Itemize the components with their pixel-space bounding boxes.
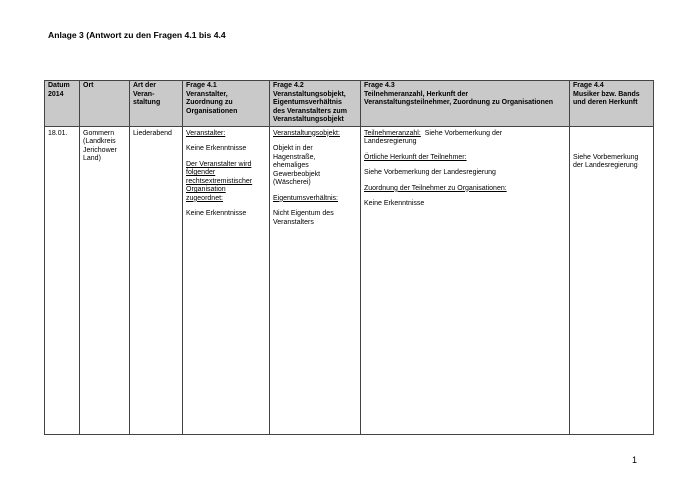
header-frage-4-2: Frage 4.2 Veranstaltungsobjekt, Eigentumsverhältnis des Veranstalters zum Veranstaltungsobjekt (270, 81, 361, 127)
page-number: 1 (632, 455, 638, 465)
cell-ort: Gommern (Landkreis Jerichower Land) (80, 126, 130, 434)
answer-table (44, 80, 654, 435)
header-frage-4-1: Frage 4.1 Veranstalter, Zuordnung zu Organisationen (183, 81, 270, 127)
header-datum: Datum 2014 (45, 81, 80, 127)
cell-art: Liederabend (130, 126, 183, 434)
document-title: Anlage 3 (Antwort zu den Fragen 4.1 bis 4.4 (48, 30, 226, 40)
cell-datum: 18.01. (45, 126, 80, 434)
cell-frage-4-4: Siehe Vorbemerkung der Landesregierung (570, 126, 654, 434)
table-row (45, 126, 654, 434)
teilnehmeranzahl-label: Teilnehmeranzahl: (364, 129, 421, 137)
cell-frage-4-2: Veranstaltungsobjekt: Objekt in der Hagenstraße, ehemaliges Gewerbeobjekt (Wäscherei) Eigentumsverhältnis: Nicht Eigentum des Veranstalters (270, 126, 361, 434)
cell-frage-4-3: Teilnehmeranzahl: Siehe Vorbemerkung der Landesregierung Örtliche Herkunft der Teilnehmer: Siehe Vorbemerkung der Landesregierung Zuordnung der Teilnehmer zu Organisationen: Keine Erkenntnisse (361, 126, 570, 434)
header-ort: Ort (80, 81, 130, 127)
header-frage-4-3: Frage 4.3 Teilnehmeranzahl, Herkunft der Veranstaltungsteilnehmer, Zuordnung zu Organisationen (361, 81, 570, 127)
header-row (45, 81, 654, 127)
herkunft-label: Örtliche Herkunft der Teilnehmer: (364, 153, 467, 161)
teilnehmer-zuordnung-label: Zuordnung der Teilnehmer zu Organisationen: (364, 184, 507, 192)
objekt-label: Veranstaltungsobjekt: (273, 129, 340, 137)
header-art: Art der Veran- staltung (130, 81, 183, 127)
header-frage-4-4: Frage 4.4 Musiker bzw. Bands und deren Herkunft (570, 81, 654, 127)
zuordnung-label: Der Veranstalter wird folgender rechtsextremistischer Organisation zugeordnet: (186, 160, 253, 202)
eigentum-label: Eigentumsverhältnis: (273, 194, 338, 202)
veranstalter-label: Veranstalter: (186, 129, 226, 137)
cell-frage-4-1: Veranstalter: Keine Erkenntnisse Der Veranstalter wird folgender rechtsextremistischer Organisation zugeordnet: Keine Erkenntnisse (183, 126, 270, 434)
